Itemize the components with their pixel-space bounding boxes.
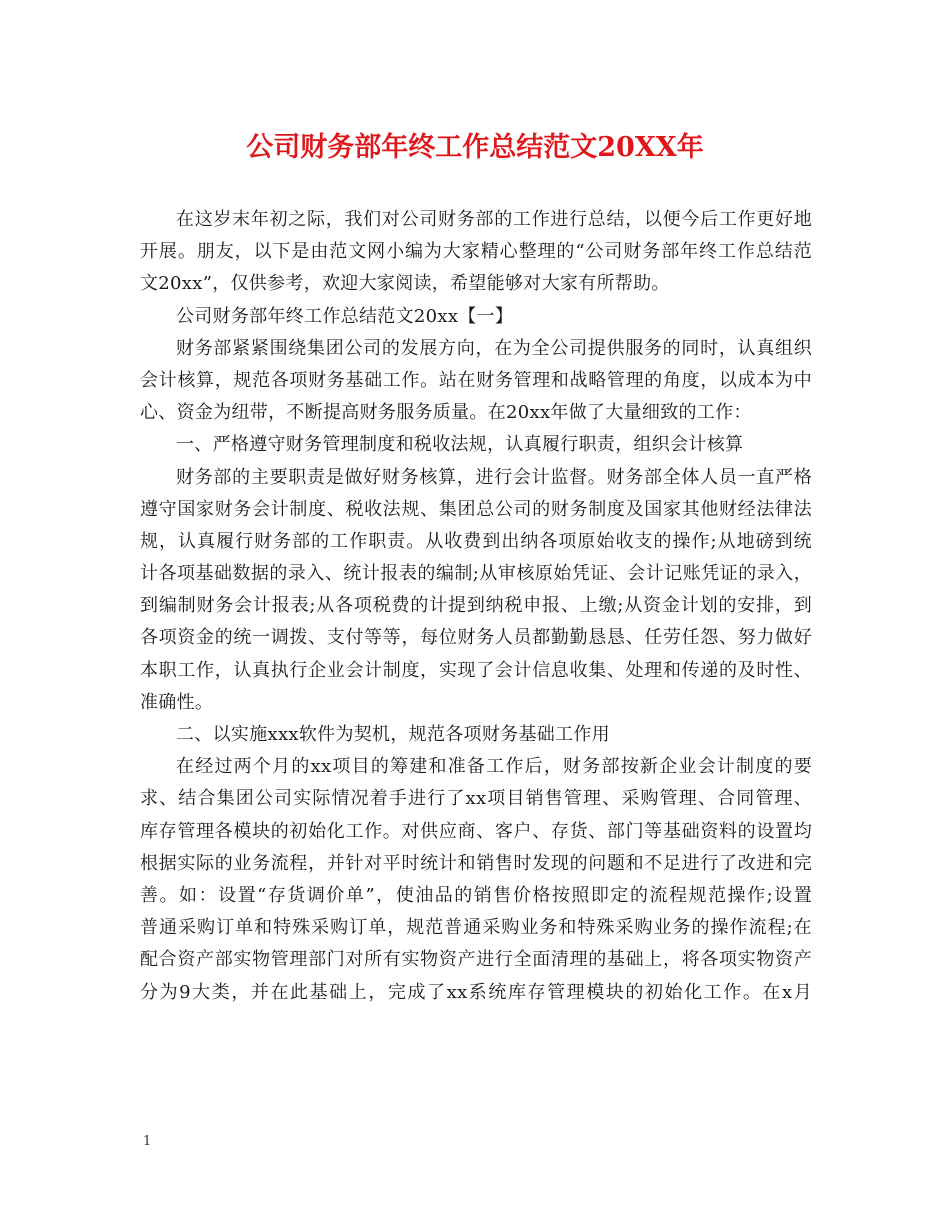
- body-text-line: 开展。朋友，以下是由范文网小编为大家精心整理的“公司财务部年终工作总结范: [140, 241, 812, 263]
- body-text-line: 各项资金的统一调拨、支付等等，每位财务人员都勤勤恳恳、任劳任怨、努力做好: [140, 627, 812, 649]
- body-text-line: 遵守国家财务会计制度、税收法规、集团总公司的财务制度及国家其他财经法律法: [140, 498, 812, 520]
- body-text-line: 一、严格遵守财务管理制度和税收法规，认真履行职责，组织会计核算: [176, 434, 744, 456]
- body-text-line: 在这岁末年初之际，我们对公司财务部的工作进行总结，以便今后工作更好地: [176, 209, 812, 230]
- body-text-line: 分为9大类，并在此基础上，完成了xx系统库存管理模块的初始化工作。在x月: [140, 981, 812, 1003]
- body-text-line: 根据实际的业务流程，并针对平时统计和销售时发现的问题和不足进行了改进和完: [140, 852, 812, 874]
- body-text-line: 配合资产部实物管理部门对所有实物资产进行全面清理的基础上，将各项实物资产: [140, 949, 812, 971]
- body-text-line: 善。如：设置“存货调价单”，使油品的销售价格按照即定的流程规范操作;设置: [140, 884, 812, 906]
- body-text-line: 会计核算，规范各项财务基础工作。站在财务管理和战略管理的角度，以成本为中: [140, 369, 812, 391]
- body-text-line: 财务部紧紧围绕集团公司的发展方向，在为全公司提供服务的同时，认真组织: [176, 337, 812, 359]
- body-text-line: 准确性。: [140, 691, 214, 713]
- body-text-line: 在经过两个月的xx项目的筹建和准备工作后，财务部按新企业会计制度的要: [176, 756, 812, 778]
- body-text-line: 本职工作，认真执行企业会计制度，实现了会计信息收集、处理和传递的及时性、: [140, 659, 812, 681]
- body-text-line: 到编制财务会计报表;从各项税费的计提到纳税申报、上缴;从资金计划的安排，到: [140, 595, 812, 617]
- body-text-line: 计各项基础数据的录入、统计报表的编制;从审核原始凭证、会计记账凭证的录入，: [140, 563, 812, 585]
- body-text-line: 求、结合集团公司实际情况着手进行了xx项目销售管理、采购管理、合同管理、: [140, 788, 812, 810]
- body-text-line: 文20xx”，仅供参考，欢迎大家阅读，希望能够对大家有所帮助。: [140, 273, 670, 295]
- page-number: 1: [143, 1134, 152, 1149]
- body-text-line: 二、以实施xxx软件为契机，规范各项财务基础工作用: [176, 724, 610, 745]
- body-text-line: 公司财务部年终工作总结范文20xx【一】: [176, 305, 514, 327]
- body-text-line: 普通采购订单和特殊采购订单，规范普通采购业务和特殊采购业务的操作流程;在: [140, 917, 812, 939]
- document-body: [140, 204, 812, 1009]
- body-text-line: 心、资金为纽带，不断提高财务服务质量。在20xx年做了大量细致的工作：: [140, 402, 752, 424]
- body-text-line: 规，认真履行财务部的工作职责。从收费到出纳各项原始收支的操作;从地磅到统: [140, 530, 812, 552]
- body-text-line: 库存管理各模块的初始化工作。对供应商、客户、存货、部门等基础资料的设置均: [140, 820, 812, 842]
- document-title: 公司财务部年终工作总结范文20XX年: [246, 132, 704, 163]
- body-text-line: 财务部的主要职责是做好财务核算，进行会计监督。财务部全体人员一直严格: [176, 466, 812, 488]
